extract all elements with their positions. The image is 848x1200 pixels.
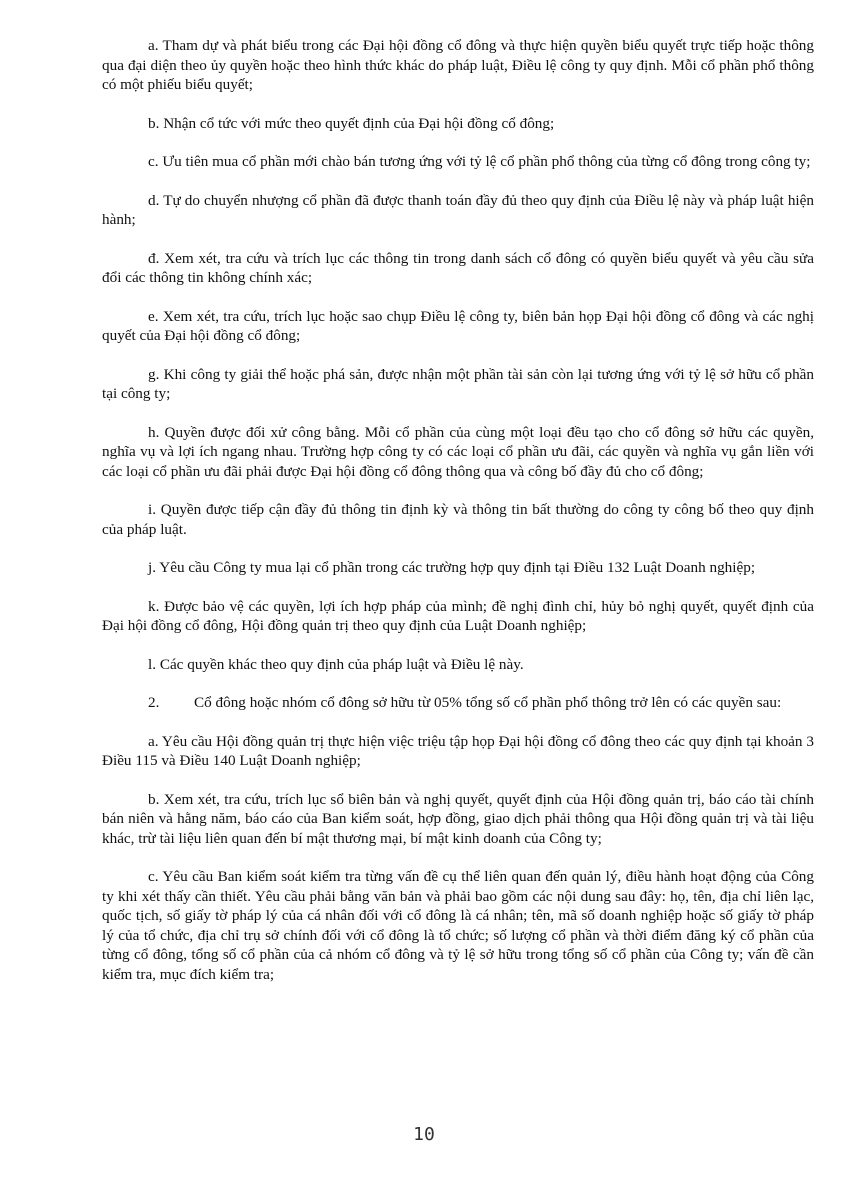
page-number: 10 [413, 1124, 435, 1145]
section-2-paragraph-c: c. Yêu cầu Ban kiểm soát kiểm tra từng vấn đề cụ thể liên quan đến quản lý, điều hành hoạt động của Công ty khi xét thấy cần thiết. Yêu cầu phải bằng văn bản và phải bao gồm các nội dung sau đây: họ, tên, địa chỉ liên lạc, quốc tịch, số giấy tờ pháp lý của cá nhân đối với cổ đông là cá nhân; tên, mã số doanh nghiệp hoặc số giấy tờ pháp lý của tổ chức, địa chỉ trụ sở chính đối với cổ đông là tổ chức; số lượng cổ phần và thời điểm đăng ký cổ phần của từng cổ đông, tổng số cổ phần của cả nhóm cổ đông và tỷ lệ sở hữu trong tổng số cổ phần của Công ty; vấn đề cần kiểm tra, mục đích kiểm tra; [102, 868, 814, 983]
paragraph-l: l. Các quyền khác theo quy định của pháp luật và Điều lệ này. [148, 655, 524, 673]
section-2-paragraph-b: b. Xem xét, tra cứu, trích lục sổ biên bản và nghị quyết, quyết định của Hội đồng quản trị, báo cáo tài chính bán niên và hằng năm, báo cáo của Ban kiểm soát, hợp đồng, giao dịch phải thông qua Hội đồng quản trị và tài liệu khác, trừ tài liệu liên quan đến bí mật thương mại, bí mật kinh doanh của Công ty; [102, 790, 814, 847]
paragraph-j: j. Yêu cầu Công ty mua lại cổ phần trong các trường hợp quy định tại Điều 132 Luật Doanh nghiệp; [148, 559, 756, 576]
paragraph-b: b. Nhận cổ tức với mức theo quyết định của Đại hội đồng cổ đông; [148, 114, 555, 132]
paragraph-c: c. Ưu tiên mua cổ phần mới chào bán tương ứng với tỷ lệ cổ phần phổ thông của từng cổ đông trong công ty; [148, 153, 811, 170]
section-number: 2. [148, 694, 160, 711]
section-2-text: Cổ đông hoặc nhóm cổ đông sở hữu từ 05% tổng số cổ phần phổ thông trở lên có các quyền sau: [194, 694, 782, 711]
paragraph-i: i. Quyền được tiếp cận đầy đủ thông tin định kỳ và thông tin bất thường do công ty công bố theo quy định của pháp luật. [102, 501, 814, 538]
paragraph-h: h. Quyền được đối xử công bằng. Mỗi cổ phần của cùng một loại đều tạo cho cổ đông sở hữu các quyền, nghĩa vụ và lợi ích ngang nhau. Trường hợp công ty có các loại cổ phần ưu đãi, các quyền và nghĩa vụ gắn liền với các loại cổ phần ưu đãi phải được Đại hội đồng cổ đông thông qua và công bố đầy đủ cho cổ đông; [102, 423, 814, 480]
paragraph-g: g. Khi công ty giải thể hoặc phá sản, được nhận một phần tài sản còn lại tương ứng với tỷ lệ sở hữu cổ phần tại công ty; [102, 365, 814, 402]
paragraph-k: k. Được bảo vệ các quyền, lợi ích hợp pháp của mình; đề nghị đình chỉ, hủy bỏ nghị quyết, quyết định của Đại hội đồng cổ đông, Hội đồng quản trị theo quy định của Luật Doanh nghiệp; [102, 597, 814, 634]
paragraph-dd: đ. Xem xét, tra cứu và trích lục các thông tin trong danh sách cổ đông có quyền biểu quyết và yêu cầu sửa đổi các thông tin không chính xác; [102, 249, 814, 286]
page-body [102, 36, 814, 1003]
section-2-paragraph [102, 693, 814, 713]
paragraph-e: e. Xem xét, tra cứu, trích lục hoặc sao chụp Điều lệ công ty, biên bản họp Đại hội đồng cổ đông và các nghị quyết của Đại hội đồng cổ đông; [102, 307, 814, 344]
section-2-paragraph-a: a. Yêu cầu Hội đồng quản trị thực hiện việc triệu tập họp Đại hội đồng cổ đông theo các quy định tại khoản 3 Điều 115 và Điều 140 Luật Doanh nghiệp; [102, 732, 814, 769]
paragraph-d: d. Tự do chuyển nhượng cổ phần đã được thanh toán đầy đủ theo quy định của Điều lệ này và pháp luật hiện hành; [102, 191, 814, 228]
paragraph-a: a. Tham dự và phát biểu trong các Đại hội đồng cổ đông và thực hiện quyền biểu quyết trực tiếp hoặc thông qua đại diện theo ủy quyền hoặc theo hình thức khác do pháp luật, Điều lệ công ty quy định. Mỗi cổ phần phổ thông có một phiếu biểu quyết; [102, 37, 814, 93]
